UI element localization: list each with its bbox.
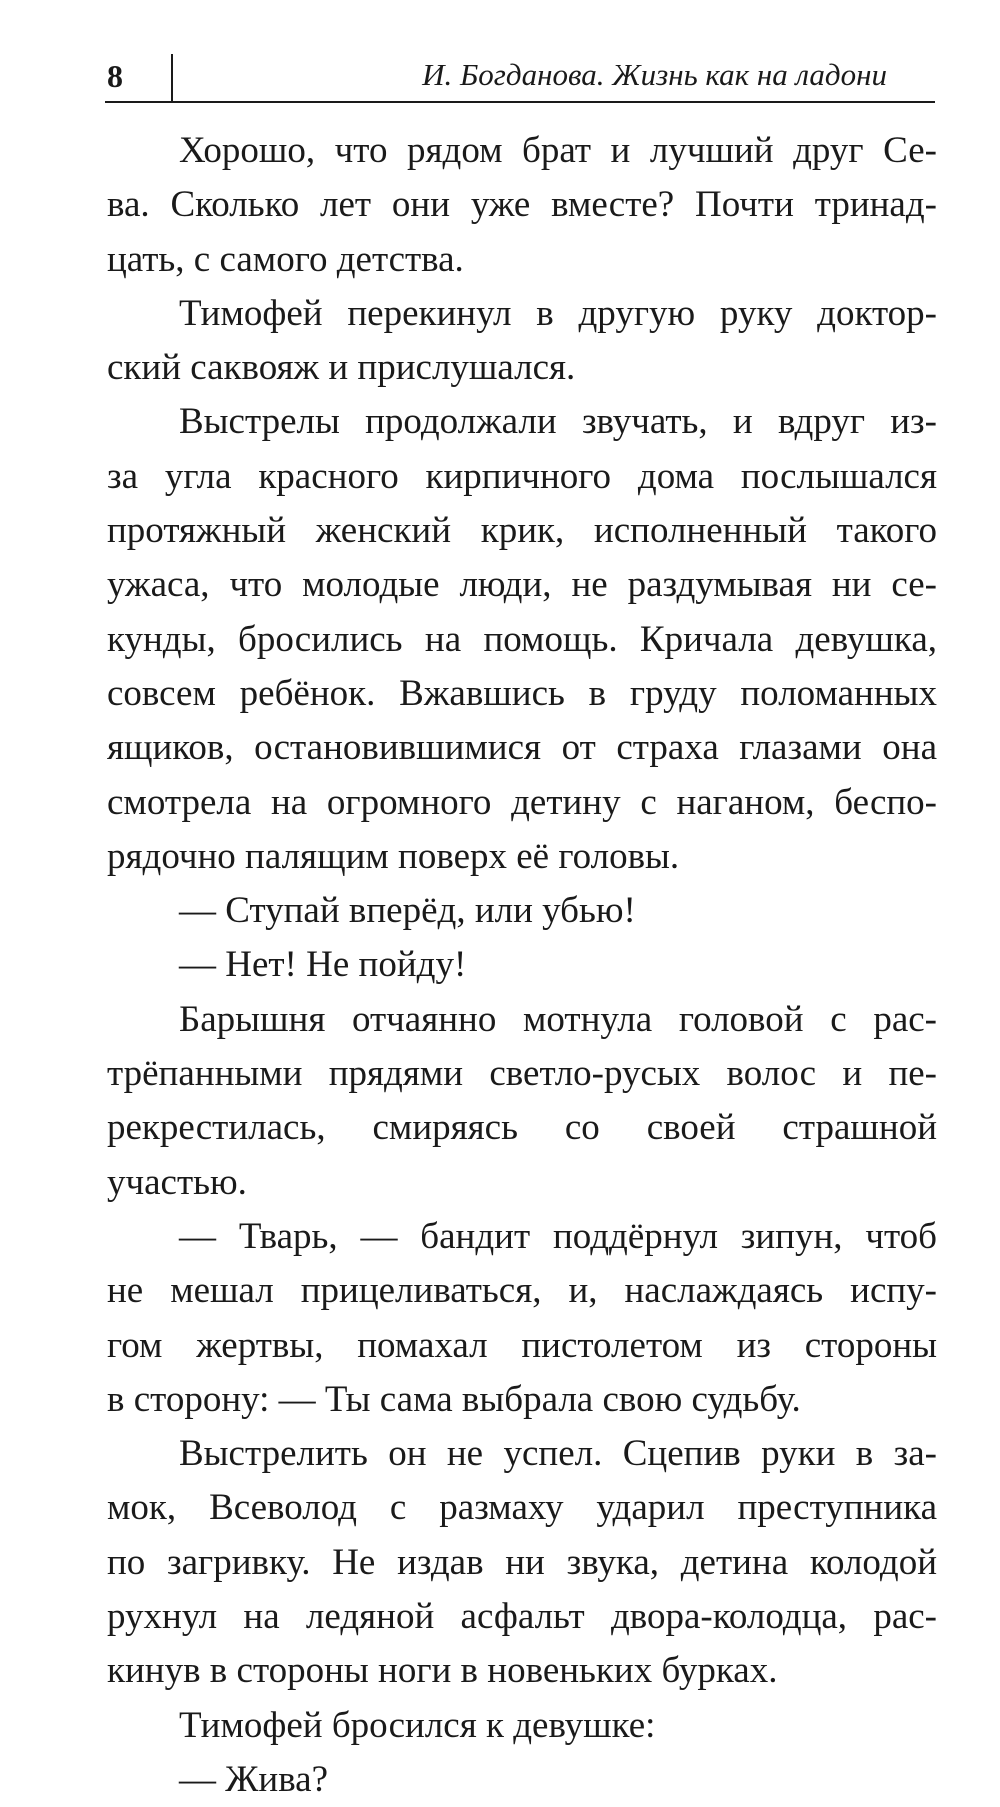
text-line: рекрестилась, смиряясь со своей страшной (107, 1107, 937, 1149)
text-line: совсем ребёнок. Вжавшись в груду поломанных (107, 672, 937, 714)
text-line: кунды, бросились на помощь. Кричала девушка, (107, 618, 937, 660)
text-line: цать, с самого детства. (107, 238, 464, 280)
text-line: трёпанными прядями светло-русых волос и пе- (107, 1053, 937, 1095)
header-rule (105, 101, 935, 103)
text-line: за угла красного кирпичного дома послышался (107, 455, 937, 497)
text-line: по загривку. Не издав ни звука, детина колодой (107, 1541, 937, 1583)
text-line: участью. (107, 1161, 247, 1203)
text-line: Выстрелы продолжали звучать, и вдруг из- (179, 401, 937, 443)
page-number: 8 (107, 58, 123, 94)
text-line: протяжный женский крик, исполненный такого (107, 510, 937, 552)
text-line: Выстрелить он не успел. Сцепив руки в за- (179, 1433, 937, 1475)
text-line: Хорошо, что рядом брат и лучший друг Се- (179, 130, 937, 171)
text-line: гом жертвы, помахал пистолетом из стороны (107, 1324, 937, 1366)
text-line: ва. Сколько лет они уже вместе? Почти тринад- (107, 184, 937, 226)
running-title: И. Богданова. Жизнь как на ладони (422, 57, 887, 92)
text-line: — Ступай вперёд, или убью! (179, 890, 636, 932)
text-line: рухнул на ледяной асфальт двора-колодца, рас- (107, 1596, 937, 1638)
page-header (105, 52, 935, 104)
text-line: Тимофей бросился к девушке: (179, 1704, 656, 1746)
text-line: смотрела на огромного детину с наганом, беспо- (107, 781, 937, 823)
text-line: ужаса, что молодые люди, не раздумывая ни се- (107, 564, 937, 606)
text-line: в сторону: — Ты сама выбрала свою судьбу. (107, 1378, 801, 1420)
text-line: не мешал прицеливаться, и, наслаждаясь испу- (107, 1270, 937, 1312)
body-text (107, 124, 937, 1807)
text-line: — Жива? (179, 1758, 329, 1800)
text-line: мок, Всеволод с размаху ударил преступника (107, 1487, 937, 1529)
text-line: рядочно палящим поверх её головы. (107, 835, 680, 877)
text-line: Тимофей перекинул в другую руку доктор- (179, 292, 937, 334)
text-line: кинув в стороны ноги в новеньких бурках. (107, 1650, 778, 1692)
text-line: Барышня отчаянно мотнула головой с рас- (179, 998, 937, 1040)
text-line: — Нет! Не пойду! (179, 944, 467, 986)
text-line: ящиков, остановившимися от страха глазами она (107, 727, 937, 769)
text-line: ский саквояж и прислушался. (107, 347, 576, 389)
header-divider (171, 54, 173, 102)
text-line: — Тварь, — бандит поддёрнул зипун, чтоб (179, 1215, 937, 1257)
